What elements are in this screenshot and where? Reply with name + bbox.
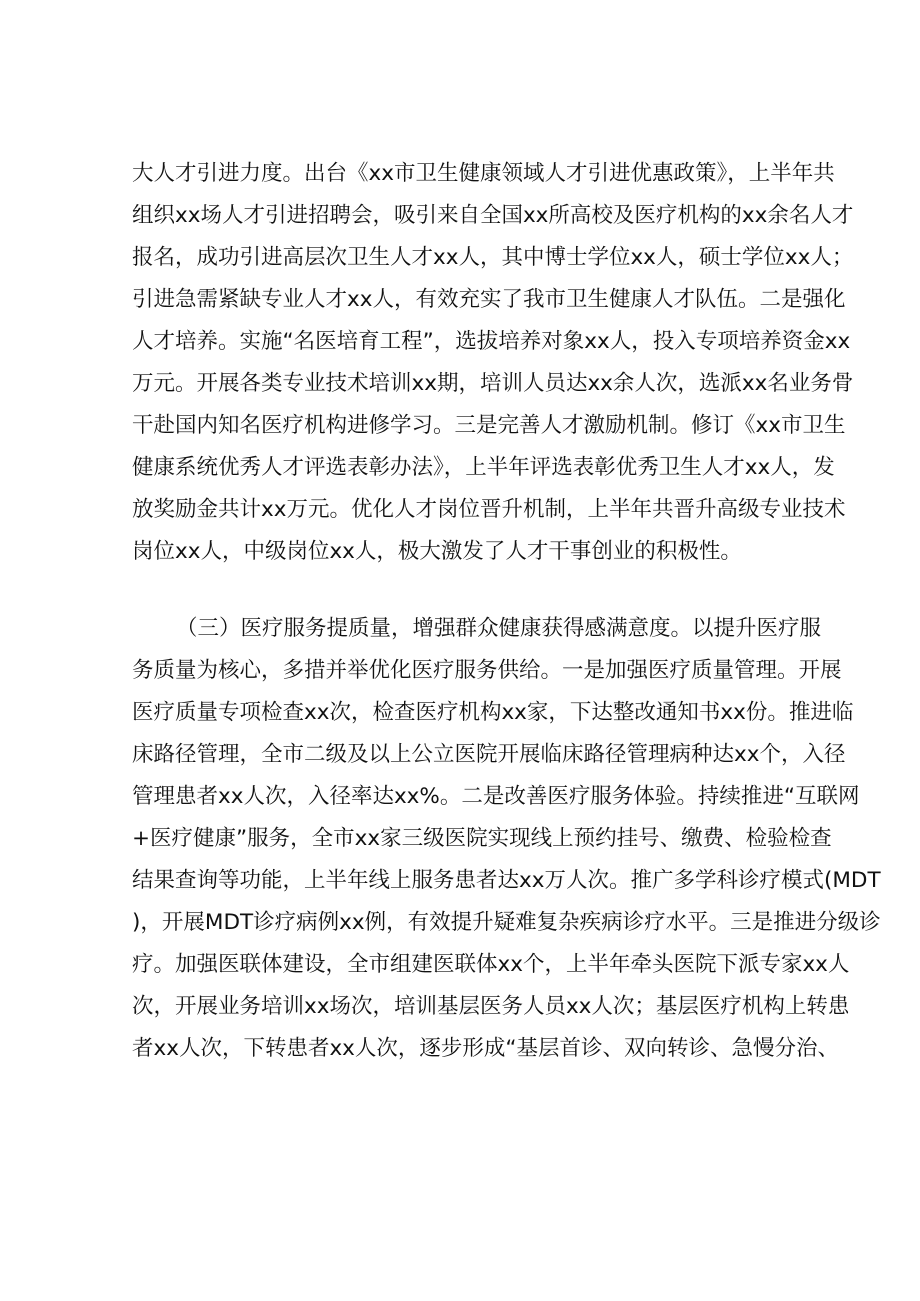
paragraph-line: 医疗质量专项检查xx次，检查医疗机构xx家，下达整改通知书xx份。推进临 bbox=[132, 700, 854, 725]
paragraph-line: 岗位xx人，中级岗位xx人，极大激发了人才干事创业的积极性。 bbox=[132, 539, 742, 564]
paragraph-line: 报名，成功引进高层次卫生人才xx人，其中博士学位xx人，硕士学位xx人； bbox=[132, 245, 854, 270]
paragraph-line: 务质量为核心，多措并举优化医疗服务供给。一是加强医疗质量管理。开展 bbox=[132, 658, 842, 683]
paragraph-line: 疗。加强医联体建设，全市组建医联体xx个，上半年牵头医院下派专家xx人 bbox=[132, 952, 850, 977]
paragraph-line: 次，开展业务培训xx场次，培训基层医务人员xx人次；基层医疗机构上转患 bbox=[132, 994, 850, 1019]
paragraph-line: 者xx人次，下转患者xx人次，逐步形成“基层首诊、双向转诊、急慢分治、 bbox=[132, 1036, 840, 1061]
paragraph-line: 干赴国内知名医疗机构进修学习。三是完善人才激励机制。修订《xx市卫生 bbox=[132, 413, 846, 438]
paragraph-line: 引进急需紧缺专业人才xx人，有效充实了我市卫生健康人才队伍。二是强化 bbox=[132, 287, 846, 312]
paragraph-line: 床路径管理，全市二级及以上公立医院开展临床路径管理病种达xx个，入径 bbox=[132, 742, 846, 767]
paragraph-line: 大人才引进力度。出台《xx市卫生健康领域人才引进优惠政策》，上半年共 bbox=[132, 161, 835, 186]
paragraph-line: 健康系统优秀人才评选表彰办法》，上半年评选表彰优秀卫生人才xx人，发 bbox=[132, 455, 835, 480]
paragraph-line: 管理患者xx人次，入径率达xx%。二是改善医疗服务体验。持续推进“互联网 bbox=[132, 784, 860, 809]
paragraph-line: 放奖励金共计xx万元。优化人才岗位晋升机制，上半年共晋升高级专业技术 bbox=[132, 497, 846, 522]
paragraph-line: 人才培养。实施“名医培育工程”，选拔培养对象xx人，投入专项培养资金xx bbox=[132, 329, 851, 354]
paragraph-line: )，开展MDT诊疗病例xx例，有效提升疑难复杂疾病诊疗水平。三是推进分级诊 bbox=[132, 910, 881, 935]
paragraph-line-indented: （三）医疗服务提质量，增强群众健康获得感满意度。以提升医疗服 bbox=[176, 616, 822, 641]
paragraph-line: 组织xx场人才引进招聘会，吸引来自全国xx所高校及医疗机构的xx余名人才 bbox=[132, 203, 854, 228]
paragraph-line: 万元。开展各类专业技术培训xx期，培训人员达xx余人次，选派xx名业务骨 bbox=[132, 371, 854, 396]
paragraph-line: 结果查询等功能，上半年线上服务患者达xx万人次。推广多学科诊疗模式(MDT bbox=[132, 868, 881, 893]
paragraph-line: +医疗健康”服务，全市xx家三级医院实现线上预约挂号、缴费、检验检查 bbox=[132, 826, 832, 851]
